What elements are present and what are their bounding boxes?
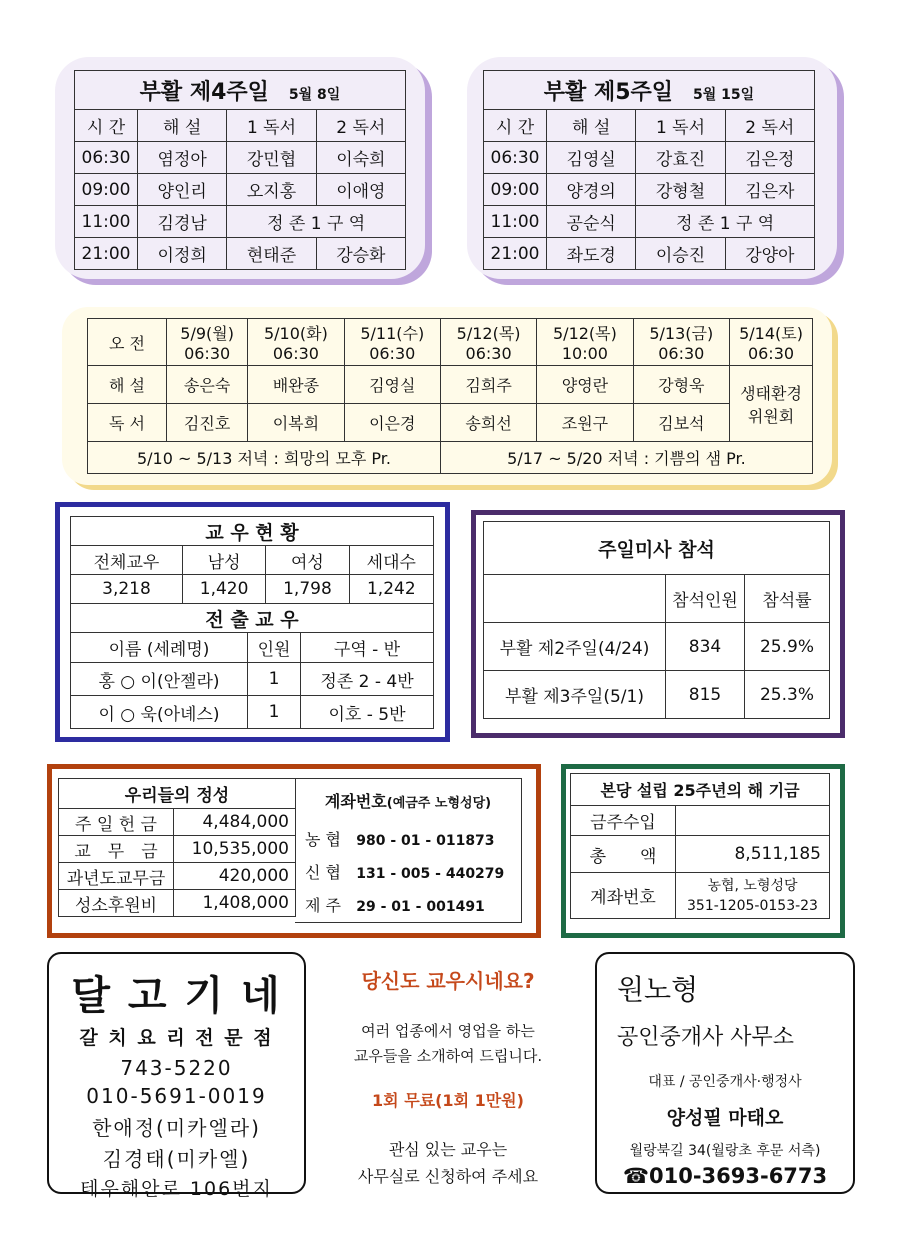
table-row: 오 전 5/9(월) 06:30 5/10(화) 06:30 5/11(수) 06:30 5/12(목) 06:30 5/12(목) 10:00 5/13(금) 06:30 5/14(토) 06:30 xyxy=(88,319,813,366)
table-row: 성소후원비 1,408,000 xyxy=(59,890,296,917)
table-row: 21:00 이정희 현태준 강승화 xyxy=(75,238,406,270)
account-row: 제 주 29 - 01 - 001491 xyxy=(305,896,485,915)
restaurant-subtitle: 갈 치 요 리 전 문 점 xyxy=(79,1027,274,1049)
table-row: 5/10 ~ 5/13 저녁 : 희망의 모후 Pr. 5/17 ~ 5/20 저녁 : 기쁨의 샘 Pr. xyxy=(88,442,813,474)
restaurant-phone: 743-5220 xyxy=(120,1056,233,1080)
restaurant-owner: 한애정(미카엘라) xyxy=(92,1116,261,1140)
table-row: 총 액 8,511,185 xyxy=(571,836,830,873)
table-row: 06:30 염정아 강민협 이숙희 xyxy=(75,142,406,174)
table-row: 독 서 김진호 이복희 이은경 송희선 조원구 김보석 xyxy=(88,404,813,442)
transfer-title: 전 출 교 우 xyxy=(71,604,434,633)
sunday4-schedule-table xyxy=(74,70,406,270)
table-row: 해 설 송은숙 배완종 김영실 김희주 양영란 강형욱 생태환경 위원회 xyxy=(88,366,813,404)
fund-title: 본당 설립 25주년의 해 기금 xyxy=(571,774,830,806)
realtor-role: 대표 / 공인중개사·행정사 xyxy=(648,1074,802,1090)
offerings-title: 우리들의 정성 xyxy=(59,779,296,809)
promo-text: 교우들을 소개하여 드립니다. xyxy=(353,1047,543,1065)
table-header-row: 참석인원 참석률 xyxy=(484,575,830,623)
table-row: 과년도교무금 420,000 xyxy=(59,863,296,890)
table-row: 홍 ○ 이(안젤라) 1 정존 2 - 4반 xyxy=(71,663,434,696)
promo-text: 사무실로 신청하여 주세요 xyxy=(357,1167,539,1186)
fund-table xyxy=(570,773,830,919)
table-row: 부활 제2주일(4/24) 834 25.9% xyxy=(484,623,830,671)
table-row: 계좌번호 농협, 노형성당 351-1205-0153-23 xyxy=(571,873,830,919)
account-title: 계좌번호(예금주 노형성당) xyxy=(324,792,492,811)
realtor-subtitle: 공인중개사 사무소 xyxy=(617,1025,795,1050)
attendance-title: 주일미사 참석 xyxy=(484,522,830,575)
sunday4-title: 부활 제4주일 5월 8일 xyxy=(75,71,406,110)
table-row: 이 ○ 욱(아녜스) 1 이호 - 5반 xyxy=(71,696,434,729)
table-row: 부활 제3주일(5/1) 815 25.3% xyxy=(484,671,830,719)
sunday5-schedule-table xyxy=(483,70,815,270)
promo-price: 1회 무료(1회 1만원) xyxy=(372,1091,524,1110)
promo-title: 당신도 교우시네요? xyxy=(361,969,535,993)
table-header-row: 이름 (세례명) 인원 구역 - 반 xyxy=(71,633,434,663)
table-row: 교 무 금 10,535,000 xyxy=(59,836,296,863)
account-row: 농 협 980 - 01 - 011873 xyxy=(305,830,495,849)
realtor-person: 양성필 마태오 xyxy=(666,1107,784,1129)
realtor-ad xyxy=(595,952,855,1194)
parishioner-title: 교 우 현 황 xyxy=(71,517,434,546)
realtor-name: 원노형 xyxy=(617,973,699,1006)
weekday-schedule-table xyxy=(87,318,813,474)
sunday5-title: 부활 제5주일 5월 15일 xyxy=(484,71,815,110)
table-row: 3,218 1,420 1,798 1,242 xyxy=(71,575,434,604)
restaurant-address: 테우해안로 106번지 xyxy=(80,1178,273,1200)
table-row: 11:00 공순식 정 존 1 구 역 xyxy=(484,206,815,238)
realtor-phone: ☎010-3693-6773 xyxy=(622,1164,828,1188)
table-row: 21:00 좌도경 이승진 강양아 xyxy=(484,238,815,270)
restaurant-name: 달 고 기 네 xyxy=(71,973,282,1019)
restaurant-owner: 김경태(미카엘) xyxy=(102,1147,251,1171)
promo-text: 관심 있는 교우는 xyxy=(388,1140,508,1159)
table-row: 주 일 헌 금 4,484,000 xyxy=(59,809,296,836)
table-row: 09:00 양인리 오지홍 이애영 xyxy=(75,174,406,206)
table-header-row: 시 간 해 설 1 독서 2 독서 xyxy=(75,110,406,142)
table-row: 금주수입 xyxy=(571,806,830,836)
transfer-table xyxy=(70,603,434,729)
restaurant-ad xyxy=(47,952,306,1200)
promo-text: 여러 업종에서 영업을 하는 xyxy=(361,1022,535,1040)
restaurant-mobile: 010-5691-0019 xyxy=(86,1084,267,1108)
table-header-row: 전체교우 남성 여성 세대수 xyxy=(71,546,434,575)
offerings-table xyxy=(58,778,296,917)
attendance-table xyxy=(483,521,830,719)
table-row: 11:00 김경남 정 존 1 구 역 xyxy=(75,206,406,238)
table-header-row: 시 간 해 설 1 독서 2 독서 xyxy=(484,110,815,142)
account-panel xyxy=(295,778,522,923)
parishioner-table xyxy=(70,516,434,604)
table-row: 09:00 양경의 강형철 김은자 xyxy=(484,174,815,206)
account-row: 신 협 131 - 005 - 440279 xyxy=(305,863,505,882)
realtor-address: 월랑북길 34(월랑초 후문 서측) xyxy=(629,1143,821,1159)
business-promo xyxy=(318,965,578,1187)
table-row: 06:30 김영실 강효진 김은정 xyxy=(484,142,815,174)
